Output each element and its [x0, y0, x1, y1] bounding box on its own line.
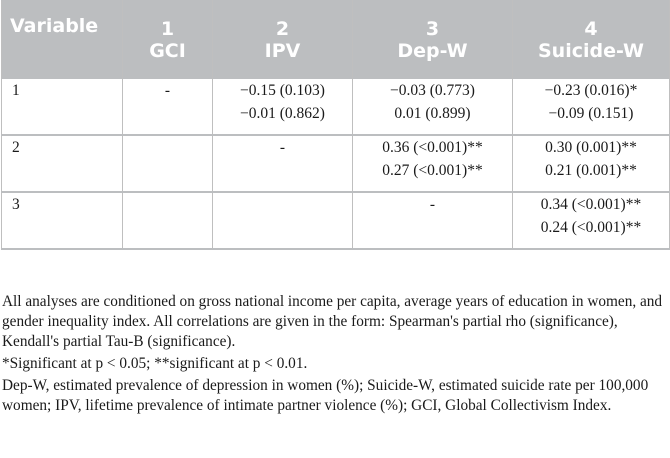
- cell-line-2: 0.01 (0.899): [394, 105, 471, 122]
- header-col-3: [353, 1, 513, 80]
- cell-line-1: −0.03 (0.773): [390, 82, 475, 99]
- cell-line-2: 0.24 (<0.001)**: [540, 219, 642, 236]
- cell-line-1: 0.30 (0.001)**: [545, 139, 637, 156]
- cell-line-1: −0.15 (0.103): [240, 82, 325, 99]
- table-cell: [123, 135, 213, 192]
- header-col-2: [213, 1, 353, 80]
- header-col-1-label: GCI: [149, 40, 186, 62]
- table-cell: [353, 79, 513, 135]
- header-col-3-number: 3: [425, 18, 440, 40]
- table-cell: [213, 79, 353, 135]
- header-col-4: [513, 1, 670, 80]
- header-col-1-number: 1: [160, 18, 175, 40]
- footnote-abbreviations: Dep-W, estimated prevalence of depression in women (%); Suicide-W, estimated suicide rate per 100,000 women; IPV, lifetime prevalence of intimate partner violence (%); GCI, Global Collectivism Index.: [2, 377, 649, 414]
- cell-line-1: -: [164, 82, 171, 99]
- cell-line-1: -: [279, 139, 286, 156]
- cell-line-2: 0.27 (<0.001)**: [382, 162, 483, 179]
- header-col-4-number: 4: [584, 18, 598, 40]
- cell-line-2: −0.09 (0.151): [548, 105, 634, 122]
- table-row: [2, 192, 670, 249]
- table-cell: [213, 192, 353, 249]
- cell-line-1: 0.36 (<0.001)**: [382, 139, 483, 156]
- header-col-2-number: 2: [275, 18, 290, 40]
- cell-line-2: 0.21 (0.001)**: [545, 162, 637, 179]
- cell-line-2: −0.01 (0.862): [240, 105, 325, 122]
- header-col-2-label: IPV: [264, 40, 301, 62]
- table-cell: [513, 135, 670, 192]
- cell-line-1: 0.34 (<0.001)**: [540, 196, 642, 213]
- header-variable: [2, 1, 123, 80]
- table-cell: [123, 79, 213, 135]
- header-col-3-label: Dep-W: [397, 40, 468, 62]
- correlation-table: [1, 0, 670, 250]
- footnote-significance: *Significant at p < 0.05; **significant at p < 0.01.: [2, 355, 308, 372]
- row-label: 2: [2, 135, 123, 192]
- header-col-4-label: Suicide-W: [538, 40, 644, 62]
- row-label: 3: [2, 192, 123, 249]
- cell-line-1: -: [429, 196, 436, 213]
- table-cell: [123, 192, 213, 249]
- table-cell: [213, 135, 353, 192]
- footnote-analysis: All analyses are conditioned on gross national income per capita, average years of education in women, and gender inequality index. All correlations are given in the form: Spearman's partial rho (significance), Kendall's partial Tau-B (significance).: [2, 293, 663, 350]
- header-variable-label: Variable: [10, 15, 99, 37]
- table-row: [2, 79, 670, 135]
- table-cell: [353, 135, 513, 192]
- header-row: [2, 1, 670, 80]
- table-cell: [513, 79, 670, 135]
- table-footnotes: [2, 292, 666, 416]
- cell-line-1: −0.23 (0.016)*: [544, 82, 638, 99]
- header-col-1: [123, 1, 213, 80]
- row-label: 1: [2, 79, 123, 135]
- table-row: [2, 135, 670, 192]
- table-cell: [513, 192, 670, 249]
- table-cell: [353, 192, 513, 249]
